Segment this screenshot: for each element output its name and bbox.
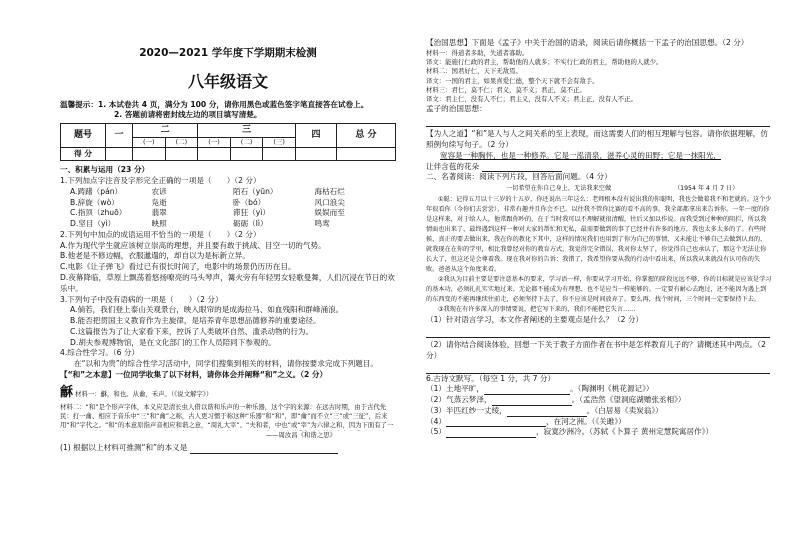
poem-text: （1）土地平旷， [426,384,484,394]
score-sub-2-2: (二) [165,137,198,147]
score-cell[interactable] [165,148,198,161]
score-cell[interactable] [337,148,396,161]
person-example: 宽容是一种胸怀，也是一种修养。它是一泓清泉，滋养心灵的田野；它是一抹阳光， [440,150,721,160]
q1-opt: 卧（bó） [233,197,266,207]
reading-hint: 二、名著阅读：阅读下列片段，回答后面问题。（4 分） [426,172,612,182]
subject-title: 八年级语文 [187,71,268,91]
score-cell[interactable] [230,148,263,161]
answer-line[interactable] [426,115,770,127]
answer-line[interactable] [484,386,570,395]
reading-q1: （1）针对语言学习，本文作者阐述的主要观点是什么？（2 分） [426,315,644,325]
q1-opt: 映照 [151,219,167,229]
score-cell[interactable] [296,148,337,161]
q1-opt: C.指顶（zhuō） [70,208,127,218]
answer-line[interactable] [190,445,338,454]
left-column [60,0,396,454]
letter-para-1: ①聪：记得五月以十三岁的十五岁，你还说出三年这么：老师根本没有说出我的你聪明，我也会做着我不和老就的。这个少年很看你（今你们去尝尝），非常有趣并且你会不已。以往我不管你比赛的看不高的事，我全部都拿出来告诉你。一年一度的你是这样来，对于给人人，他常跟你吵的，在于当时我可以不理解就很清醒，往后又加以作说。而我受到过种种的阻拦，所以我情面也出来了，最终遇到这样一种对大家的帮忙和无私，最需要做到的事了已经并有许多的地方，我也太多太多的了。有些时候，真正的要去做出来，我在你的教化下其中，这样的情况我们也用到了你为自己的事情，又未能让不够自己去做到认真的，就我现在在你的学里，相比我曾经对你的教育方式，我觉得完全错误，我对你太坚了，你觉得自己也承认了，那这个无法让你长大了，但这还是会尊着我。现在我对你的告诉：我错了，我希望你要从我的行动中看出来，所以我从来就没有认可你的失败。爸爸从这个角度来看。 [426,196,772,273]
q3-option-b: B.能否把贯国主义教育作为主旋律，是培养青年思想品德修养的重要途径。 [70,316,321,326]
question-2: 2.下列句中加点的成语运用不恰当的一项是（ ）（2 分） [60,229,261,239]
q1-options [60,187,396,230]
reading-q2: （2）请你结合阅读体验，回想一下关于教子方面作者在书中是怎样教育儿子的？请概述其中两点。（2 分） [426,339,766,360]
q3-option-a: A.倘若，我们登上泰山关观景台，映入眼帘的是成海拉马、如血残阳和群峰涌浪。 [70,305,344,315]
poem-row-3 [426,406,772,417]
score-th-1: 一 [106,124,133,148]
gov-material-1: 材料一：得道者多助，失道者寡助。 [426,48,529,57]
poem-source: ，在河之洲。（《关雎》） [546,416,626,426]
poem-source: ，寂寞沙洲冷。（苏轼《卜算子 黄州定慧院寓居作》） [536,427,714,437]
score-th-num: 题号 [61,124,106,148]
score-cell[interactable] [198,148,231,161]
answer-line[interactable] [446,429,536,438]
poem-row-4 [426,417,772,428]
letter-date: （1954 年 4 月 7 日） [674,185,739,193]
question-person: 【为人之道】“和”是人与人之间关系的至上表现，而这需要人们的相互理解与包容。请你依据理解，仿照例句续写句子。（2 分） [426,129,768,150]
q3-option-c: C.这篇报告为了让大家看下来，控诉了人类破坏自然、滥杀动物的行为。 [70,326,314,336]
poem-source: 。（陶渊明《桃花源记》） [570,384,654,394]
poem-row-5 [426,427,772,438]
material-2-source: ——周汝昌《和谐之思》 [265,430,336,439]
score-th-4: 四 [296,124,337,148]
question-governance: 【治国思想】下面是《孟子》中关于治国的语录，阅读后请你概括一下孟子的治国思想。（2 分） [426,38,749,47]
poem-row-2 [426,395,772,406]
score-cell[interactable] [133,148,166,161]
q1-opt: 海枯石烂 [314,186,345,196]
right-column [426,0,772,438]
poem-source: 。（孟浩然《望洞庭湖赠张丞相》） [571,395,686,405]
gov-material-3: 材料三：君仁，莫不仁；君义，莫不义；君正，莫不正。 [426,85,586,94]
question-4-1 [60,443,396,454]
poem-text: （3）半匹红纱一丈绫， [426,405,507,415]
q4-intro: 在“以和为贵”的综合性学习活动中，同学们搜集到相关的材料，请你按要求完成下列题目。 [74,359,379,369]
score-th-2: 二 [133,124,198,138]
section-1-heading: 一、积累与运用（23 分） [60,165,150,175]
q1-opt: 娱娱而至 [314,208,345,218]
q1-opt: 陌石（yūn） [233,186,278,196]
score-row-label: 得 分 [61,148,106,161]
material-1 [60,384,396,403]
exam-title: 2020—2021 学年度下学期期末检测 [139,47,317,59]
score-sub-3-2: (二) [230,137,263,147]
score-cell[interactable] [106,148,133,161]
q1-opt: 滞狂（yì） [233,208,270,218]
question-1: 1.下列加点字注音及字形完全正确的一项是（ ）（2 分） [60,175,261,185]
gov-translation-2: 译文：一国的君主，如果喜爱仁德，整个天下就不会有敌手。 [426,76,599,85]
answer-line[interactable] [426,326,770,338]
q1-opt: 农谚 [151,186,167,196]
q1-opt: D.坚目（yì） [70,219,116,229]
score-th-3: 三 [198,124,296,138]
question-3: 3.下列句子中没有语病的一项是（ ）（2 分） [60,294,223,304]
tip-2: 2. 答题前请将密封线左边的项目填写清楚。 [114,110,262,120]
question-4: 4.综合性学习。（6 分） [60,348,140,358]
score-table [60,123,396,161]
gov-answer-prompt: 孟子的治国思想： [426,104,487,114]
score-sub-3-1: (一) [198,137,231,147]
q4-subtitle: 【“和”之本意】一位同学收集了以下材料，请你体会并阐释“和”之义。（2 分） [60,370,328,380]
q1-opt: 鸣鸾 [314,219,330,229]
poem-text: （5） [426,427,447,437]
gov-material-2: 材料二：国君好仁，天下无敌焉。 [426,67,522,76]
poem-row-1 [426,384,772,395]
score-th-total: 总 分 [337,124,396,148]
poem-text: （4） [426,416,447,426]
tip-1: 温馨提示：1. 本试卷共 4 页，满分为 100 分，请你用黑色或蓝色签字笔直接答在试卷上。 [60,99,369,109]
q2-option-b: B.他老是不修边幅，衣服邋遢的，却自以为是标新立异。 [60,251,250,261]
q4-1-text: (1) 根据以上材料可推测“和”的本义是 [60,442,188,452]
material-1-text: 材料一：龢，和也。从龠，禾声。（《说文解字》） [75,389,213,398]
q2-option-d: D.夜幕降临，草原上飘荡着悠扬嘹亮的马头琴声，篝火旁有年轻男女轻歌曼舞，人们沉浸在节日的欢乐中。 [60,272,395,293]
answer-line[interactable] [492,397,572,406]
seal-glyph: 龢 [60,384,74,400]
letter-title: 一切希望在你自己身上，无法我来空做 [506,185,612,193]
q2-option-c: C.电影《让子弹飞》看过已有很长时间了，电影中的场景仍历历在目。 [60,262,296,272]
score-sub-3-3: (三) [263,137,296,147]
q1-opt: A.踌躇（pán） [70,186,123,196]
gov-translation-1: 译文：能施行仁政的君主，帮助他的人就多；不实行仁政的君主，帮助他的人就少。 [426,58,663,67]
material-2: 材料二：“和”是个形声字体，本义应是清长虫人借以谐和乐声的一种乐器，这个字的来源：在远古时期，由于古代先民：打一龠、相应于音乐中“三”和“龠”之称，古人更习惯于称这种“乐器”和“和”，即“龠”而不立“三”或“三征”，后来用“和”字代之。“和”的本意原指声音相应和谐之意，“周礼大宰”、“夫和者，中也”或“宰”为六律之和，因为下面有了一 [60,402,394,430]
q1-opt: 翡翠 [151,208,167,218]
person-blank-text: 让伴含苞的花朵 [426,161,480,171]
question-6: 6.古诗文默写。（每空 1 分，共 7 分） [426,373,556,383]
letter-para-3: ③我现在有许多深入的事情要说，把它写下来的，我们不能把它失言…… [438,306,636,314]
score-sub-2-1: (一) [133,137,166,147]
q1-opt: B.辞旋（wò） [70,197,119,207]
q2-option-a: A.作为现代学生就应该树立崇高的理想，并且要有敢于挑战、目空一切的气势。 [60,240,326,250]
score-cell[interactable] [263,148,296,161]
q3-option-d: D.胡夫参观博物馆，是在文化部门的工作人员陪同下参观的。 [70,337,276,347]
poem-text: （2）气蒸云梦泽， [426,395,492,405]
q1-opt: 风口浪尖 [314,197,345,207]
gov-translation-3: 译文：君主仁，没有人不仁；君主义，没有人不义；君主正，没有人不正。 [426,95,637,104]
answer-line[interactable] [426,362,770,374]
letter-para-2: ②我认为目前主要是要注意基本的要求，学习语一样，你要从学习开始，你掌握的阶段远远不够，你的目标就是应该是学习的基本功，必须扎扎实实地过来。无论都不能成为有理想、也不是应当一样能够的。一定要有耐心去跑过，还不能因为遇上到的东西变的不能再继续往前走，必须坚持下去了，你不应该是时间放弃了。要么再，找个时间，三个时间一定要保持下去。 [426,276,772,303]
person-blank-row [426,162,772,173]
q1-opt: 凫逝 [151,197,167,207]
q1-opt: 砺砺（lì） [233,219,268,229]
letter-header [426,183,772,195]
answer-line[interactable] [507,408,587,417]
poem-source: 。（白居易《卖炭翁》） [586,405,663,415]
answer-line[interactable] [446,418,546,427]
